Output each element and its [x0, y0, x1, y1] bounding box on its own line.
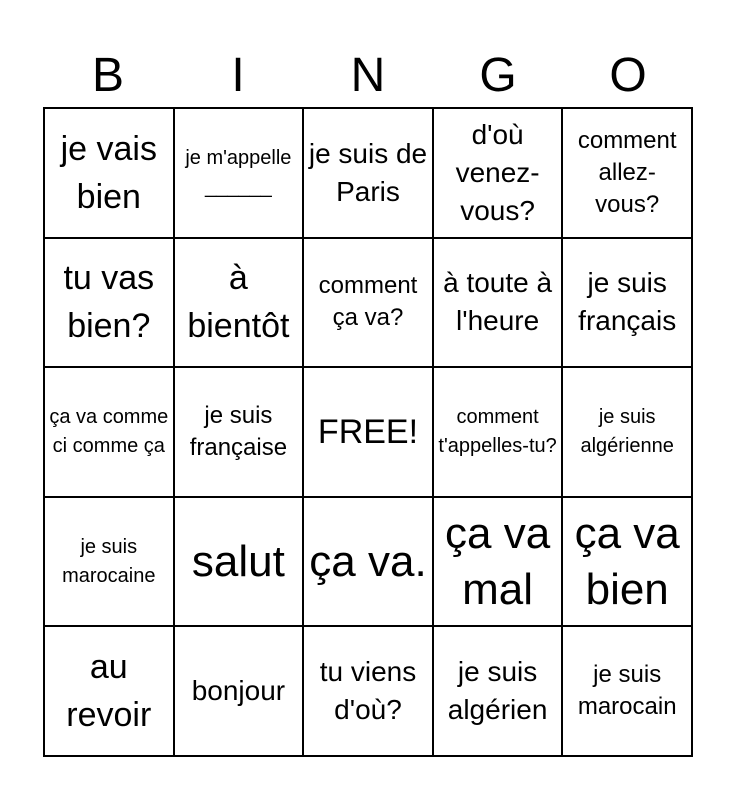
- bingo-cell-r1-c2[interactable]: [174, 108, 304, 238]
- header-letter-b: B: [91, 49, 124, 102]
- bingo-cell-r5-c2[interactable]: [174, 626, 304, 756]
- bingo-cell-text: FREE!: [317, 412, 419, 451]
- bingo-cell-r2-c5[interactable]: [562, 238, 692, 368]
- bingo-cell-r2-c4[interactable]: [433, 238, 563, 368]
- bingo-cell-r4-c1[interactable]: [44, 497, 174, 627]
- header-letter-g: G: [479, 49, 517, 102]
- bingo-cell-r1-c1[interactable]: [44, 108, 174, 238]
- bingo-cell-text: tu viens d'où?: [319, 656, 417, 726]
- bingo-cell-text: d'où venez-vous?: [455, 118, 540, 226]
- header-letter-n: N: [350, 49, 386, 102]
- bingo-cell-r4-c4[interactable]: [433, 497, 563, 627]
- bingo-cell-r3-c2[interactable]: [174, 367, 304, 497]
- bingo-cell-text: je m'appelle ______: [185, 146, 292, 198]
- bingo-cell-r3-c3[interactable]: [303, 367, 433, 497]
- bingo-cell-text: je suis algérienne: [580, 405, 674, 457]
- bingo-cell-text: je suis français: [578, 267, 677, 337]
- bingo-cell-text: je vais bien: [60, 129, 157, 216]
- bingo-cell-text: tu vas bien?: [63, 259, 155, 346]
- bingo-cell-r3-c4[interactable]: [433, 367, 563, 497]
- header-letter-o: O: [609, 49, 647, 102]
- bingo-cell-text: ça va.: [309, 536, 427, 586]
- bingo-cell-text: ça va mal: [445, 508, 551, 614]
- bingo-cell-r5-c1[interactable]: [44, 626, 174, 756]
- bingo-cell-text: comment ça va?: [318, 272, 418, 332]
- bingo-cell-r2-c2[interactable]: [174, 238, 304, 368]
- bingo-cell-r1-c4[interactable]: [433, 108, 563, 238]
- bingo-cell-text: je suis marocain: [577, 661, 677, 721]
- bingo-cell-text: comment allez-vous?: [577, 126, 677, 218]
- bingo-cell-r1-c5[interactable]: [562, 108, 692, 238]
- bingo-board: [43, 107, 693, 757]
- bingo-cell-text: au revoir: [66, 648, 152, 735]
- bingo-header: [43, 46, 693, 106]
- bingo-cell-r5-c4[interactable]: [433, 626, 563, 756]
- bingo-cell-text: bonjour: [191, 675, 286, 707]
- bingo-cell-r4-c2[interactable]: [174, 497, 304, 627]
- bingo-cell-r3-c1[interactable]: [44, 367, 174, 497]
- bingo-cell-text: je suis de Paris: [308, 137, 428, 207]
- header-letter-i: I: [231, 49, 245, 102]
- bingo-cell-text: ça va comme ci comme ça: [49, 405, 169, 457]
- bingo-cell-r4-c3[interactable]: [303, 497, 433, 627]
- bingo-cell-r5-c5[interactable]: [562, 626, 692, 756]
- bingo-cell-r5-c3[interactable]: [303, 626, 433, 756]
- bingo-cell-r2-c1[interactable]: [44, 238, 174, 368]
- bingo-cell-r4-c5[interactable]: [562, 497, 692, 627]
- bingo-cell-r2-c3[interactable]: [303, 238, 433, 368]
- bingo-cell-r3-c5[interactable]: [562, 367, 692, 497]
- bingo-cell-text: ça va bien: [574, 508, 680, 614]
- bingo-cell-text: comment t'appelles-tu?: [438, 405, 557, 457]
- bingo-cell-text: je suis marocaine: [62, 535, 156, 587]
- bingo-cell-text: salut: [191, 536, 285, 586]
- bingo-cell-text: à toute à l'heure: [443, 267, 553, 337]
- bingo-cell-r1-c3[interactable]: [303, 108, 433, 238]
- bingo-cell-text: à bientôt: [187, 259, 290, 346]
- bingo-cell-text: je suis française: [189, 401, 288, 461]
- bingo-cell-text: je suis algérien: [447, 656, 548, 726]
